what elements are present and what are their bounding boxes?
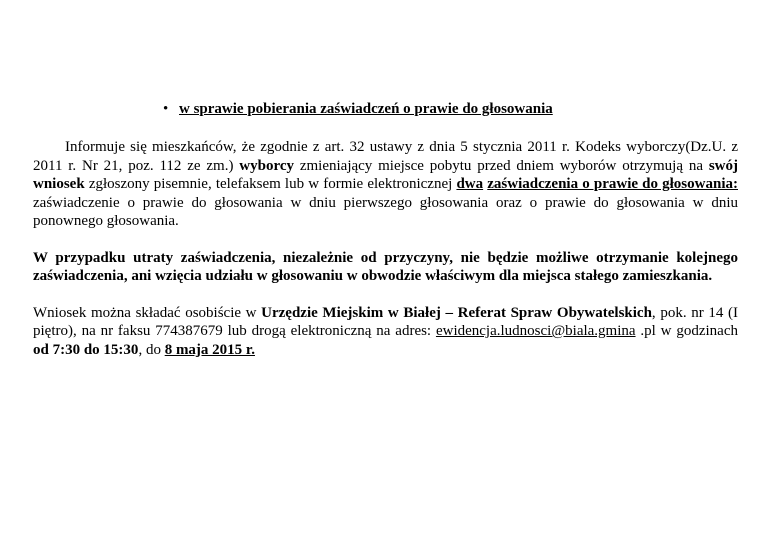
para3-text-1: Wniosek można składać osobiście w [33, 304, 262, 321]
document-heading [163, 100, 738, 118]
para3-text-3: .pl w godzinach [635, 323, 738, 339]
para1-bold-two: dwa [456, 176, 484, 192]
document-page [33, 100, 738, 359]
para3-bold-hours: od 7:30 do 15:30 [33, 341, 139, 358]
para1-text-2: zmieniający miejsce pobytu przed dniem wyborów otrzymują na [294, 157, 709, 174]
para1-text-3: zgłoszony pisemnie, telefaksem lub w formie elektronicznej [84, 176, 457, 192]
para3-text-2: , pok. nr 14 (I piętro), na nr faksu 774387679 lub drogą elektroniczną na adres: [33, 304, 738, 339]
para3-bold-deadline: 8 maja 2015 r. [164, 341, 255, 358]
para3-bold-office: Urzędzie Miejskim w Białej – Referat Spraw Obywatelskich [261, 304, 652, 321]
para1-bold-voters: wyborcy [239, 157, 295, 174]
email-link[interactable]: ewidencja.ludnosci@biala.gmina [435, 323, 636, 339]
para1-bold-certificates: zaświadczenia o prawie do głosowania: [487, 176, 738, 192]
bullet-icon: • [163, 101, 169, 117]
paragraph-info [33, 138, 738, 231]
heading-text: w sprawie pobierania zaświadczeń o prawie do głosowania [179, 101, 553, 117]
para3-text-4: , do [138, 341, 165, 358]
para1-text-5: zaświadczenie o prawie do głosowania w dniu pierwszego głosowania oraz o prawie do głosowania w dniu ponownego głosowania. [33, 194, 738, 229]
paragraph-contact [33, 304, 738, 360]
paragraph-warning: W przypadku utraty zaświadczenia, niezależnie od przyczyny, nie będzie możliwe otrzymanie kolejnego zaświadczenia, ani wzięcia udziału w głosowaniu w obwodzie właściwym dla miejsca stałego zamieszkania. [33, 249, 738, 284]
para1-bold-request: swój wniosek [33, 157, 738, 192]
para1-text-1: Informuje się mieszkańców, że zgodnie z art. 32 ustawy z dnia 5 stycznia 2011 r. Kodeks wyborczy(Dz.U. z 2011 r. Nr 21, poz. 112 ze zm.) [33, 139, 738, 174]
